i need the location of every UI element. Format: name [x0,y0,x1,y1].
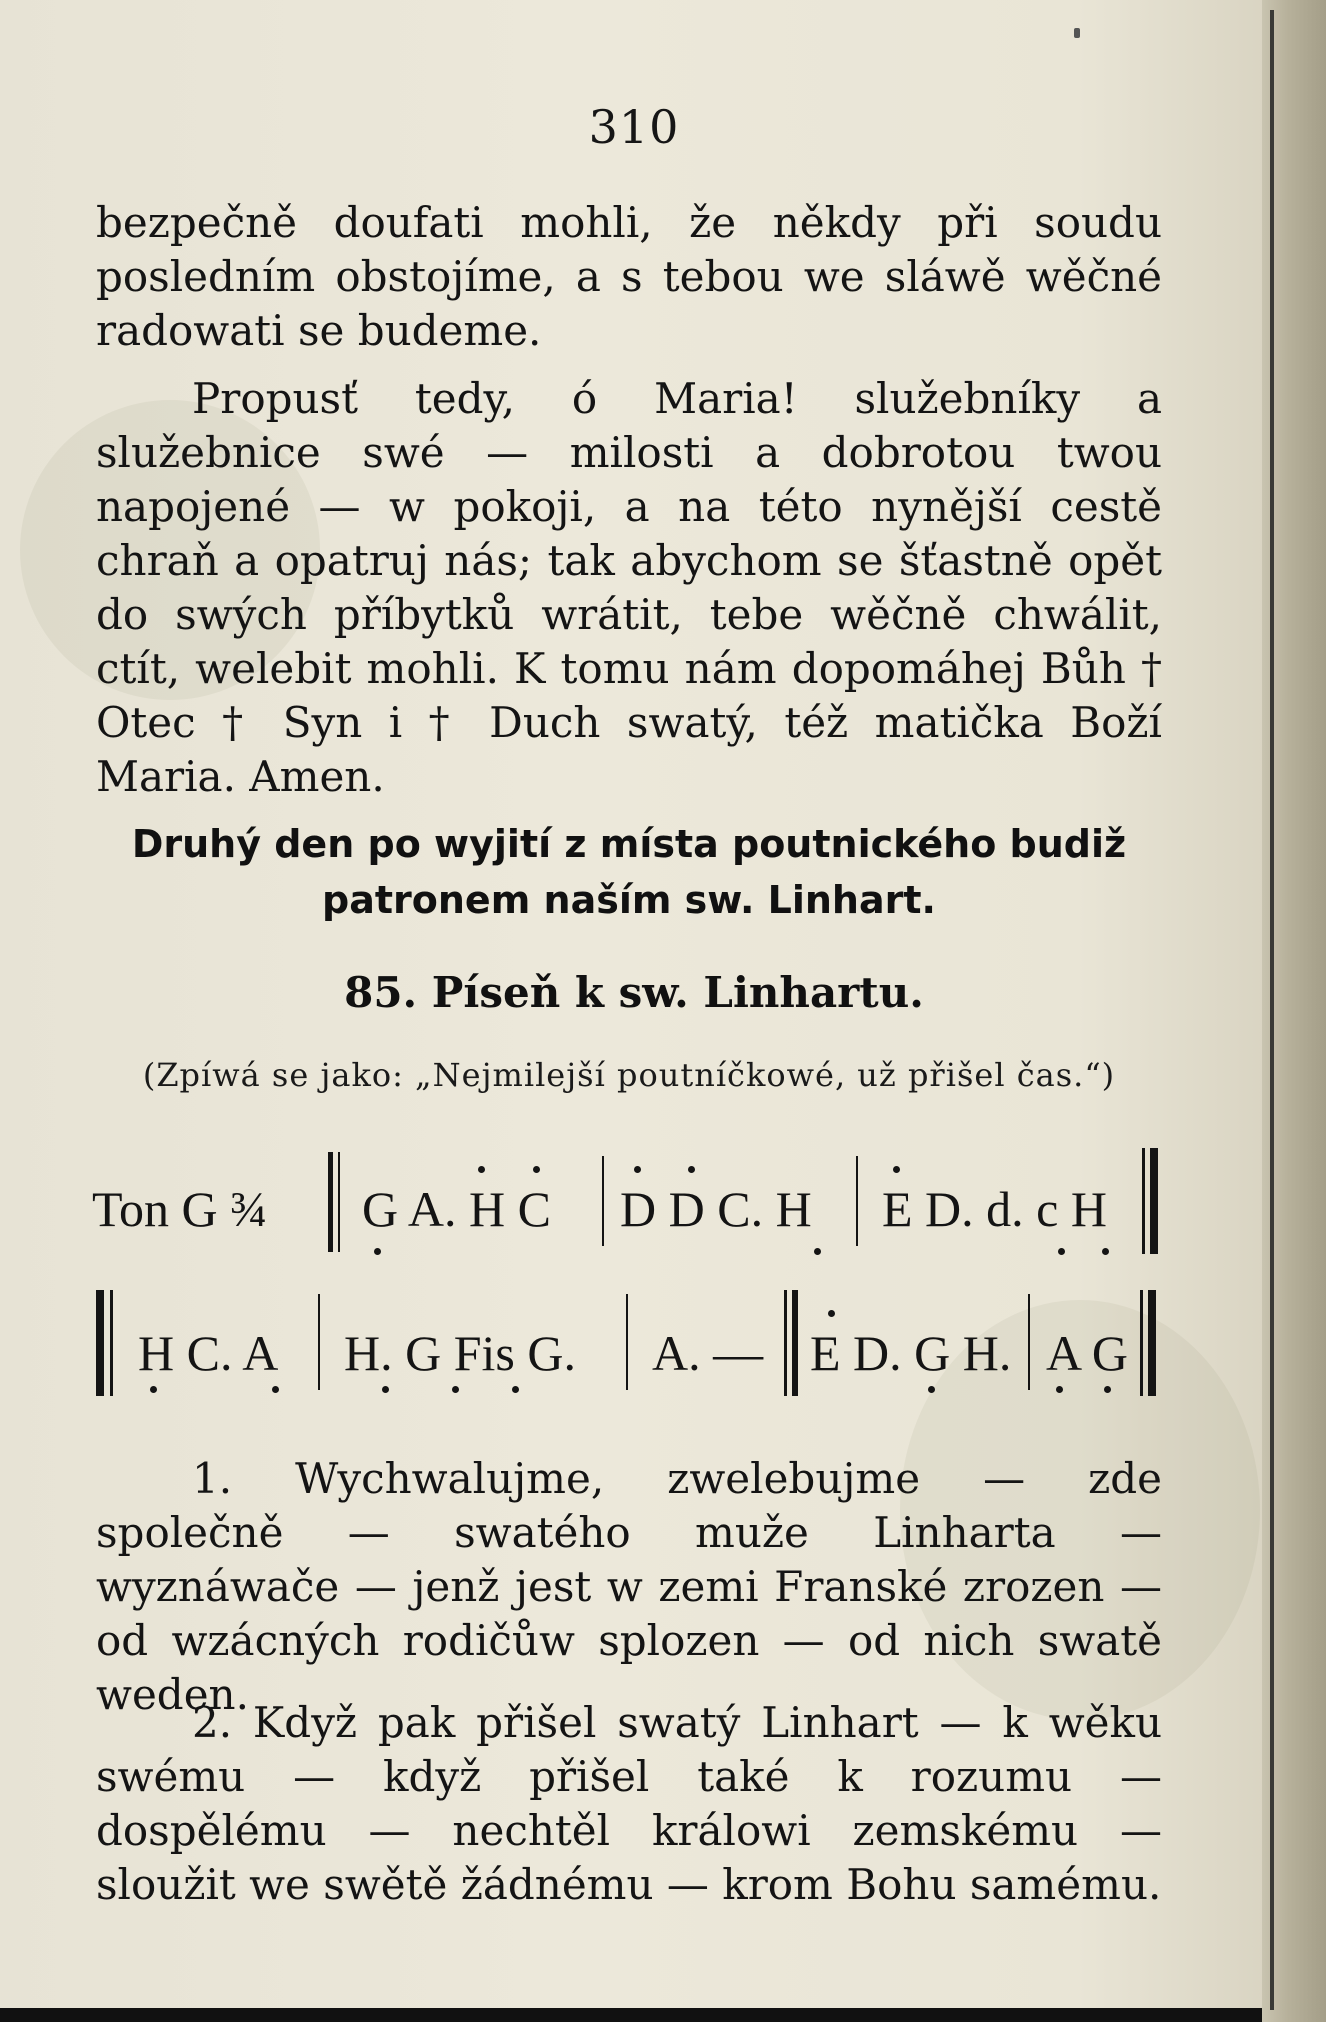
barline [626,1294,628,1390]
octave-dot [893,1166,900,1173]
barline [856,1156,858,1246]
paragraph-1: bezpečně doufati mohli, že někdy při soudu posledním obstojíme, a s tebou we sláwě wěčné radowati se budeme. [96,198,1162,355]
page-edge-line [1270,10,1274,2010]
barline [318,1294,320,1390]
barline [792,1290,798,1396]
octave-dot [1104,1386,1111,1393]
octave-dot [828,1310,835,1317]
measure-1: G A. H C [362,1181,551,1237]
barline [328,1152,333,1252]
barline [338,1152,340,1252]
octave-dot [634,1166,641,1173]
tune-reference: (Zpíwá se jako: „Nejmilejší poutníčkowé, už přišel čas.“) [142,1056,1116,1094]
section-heading: Druhý den po wyjití z místa poutnického budiž patronem naším sw. Linhart. [131,822,1127,922]
barline [784,1290,787,1396]
octave-dot [1058,1248,1065,1255]
barline [110,1290,113,1396]
octave-dot [1102,1248,1109,1255]
measure-2: D D C. H [620,1181,812,1237]
barline [1140,1290,1143,1396]
notation-key-label: Ton G ¾ [92,1181,268,1237]
measure-8: A G [1046,1325,1128,1381]
octave-dot [1056,1386,1063,1393]
final-barline [1148,1290,1156,1396]
page-mark [1074,28,1080,38]
final-barline [1150,1148,1158,1254]
octave-dot [478,1166,485,1173]
final-barline [96,1290,104,1396]
octave-dot [272,1386,279,1393]
octave-dot [688,1166,695,1173]
verse-2: 2. Když pak přišel swatý Linhart — k wěku swému — když přišel také k rozumu — dospělému — nechtěl králowi zemskému — sloužit we swětě žádnému — krom Bohu samému. [96,1698,1162,1909]
verse-1: 1. Wychwalujme, zwelebujme — zde společně — swatého muže Linharta — wyznáwače — jenž jest w zemi Franské zrozen — od wzácných rodičůw splozen — od nich swatě weden. [96,1454,1162,1719]
measure-5: H. G Fis G. [344,1325,576,1381]
octave-dot [512,1386,519,1393]
barline [602,1156,604,1246]
octave-dot [374,1248,381,1255]
barline [1028,1294,1030,1390]
measure-6: A. — [652,1325,764,1381]
octave-dot [814,1248,821,1255]
paragraph-2: Propusť tedy, ó Maria! služebníky a služebnice swé — milosti a dobrotou twou napojené — w pokoji, a na této nynější cestě chraň a opatruj nás; tak abychom se šťastně opět do swých příbytků wrátit, tebe wěčně chwálit, ctít, welebit mohli. K tomu nám dopomáhej Bůh † Otec † Syn i † Duch swatý, též matička Boží Maria. Amen. [96,374,1162,801]
song-title: 85. Píseň k sw. Linhartu. [344,968,924,1017]
octave-dot [382,1386,389,1393]
page-number: 310 [588,100,680,154]
octave-dot [150,1386,157,1393]
measure-4: H C. A [138,1325,279,1381]
octave-dot [928,1386,935,1393]
barline [1142,1148,1145,1254]
octave-dot [533,1166,540,1173]
measure-3: E D. d. c H [882,1181,1107,1237]
octave-dot [452,1386,459,1393]
measure-7: E D. G H. [810,1325,1012,1381]
